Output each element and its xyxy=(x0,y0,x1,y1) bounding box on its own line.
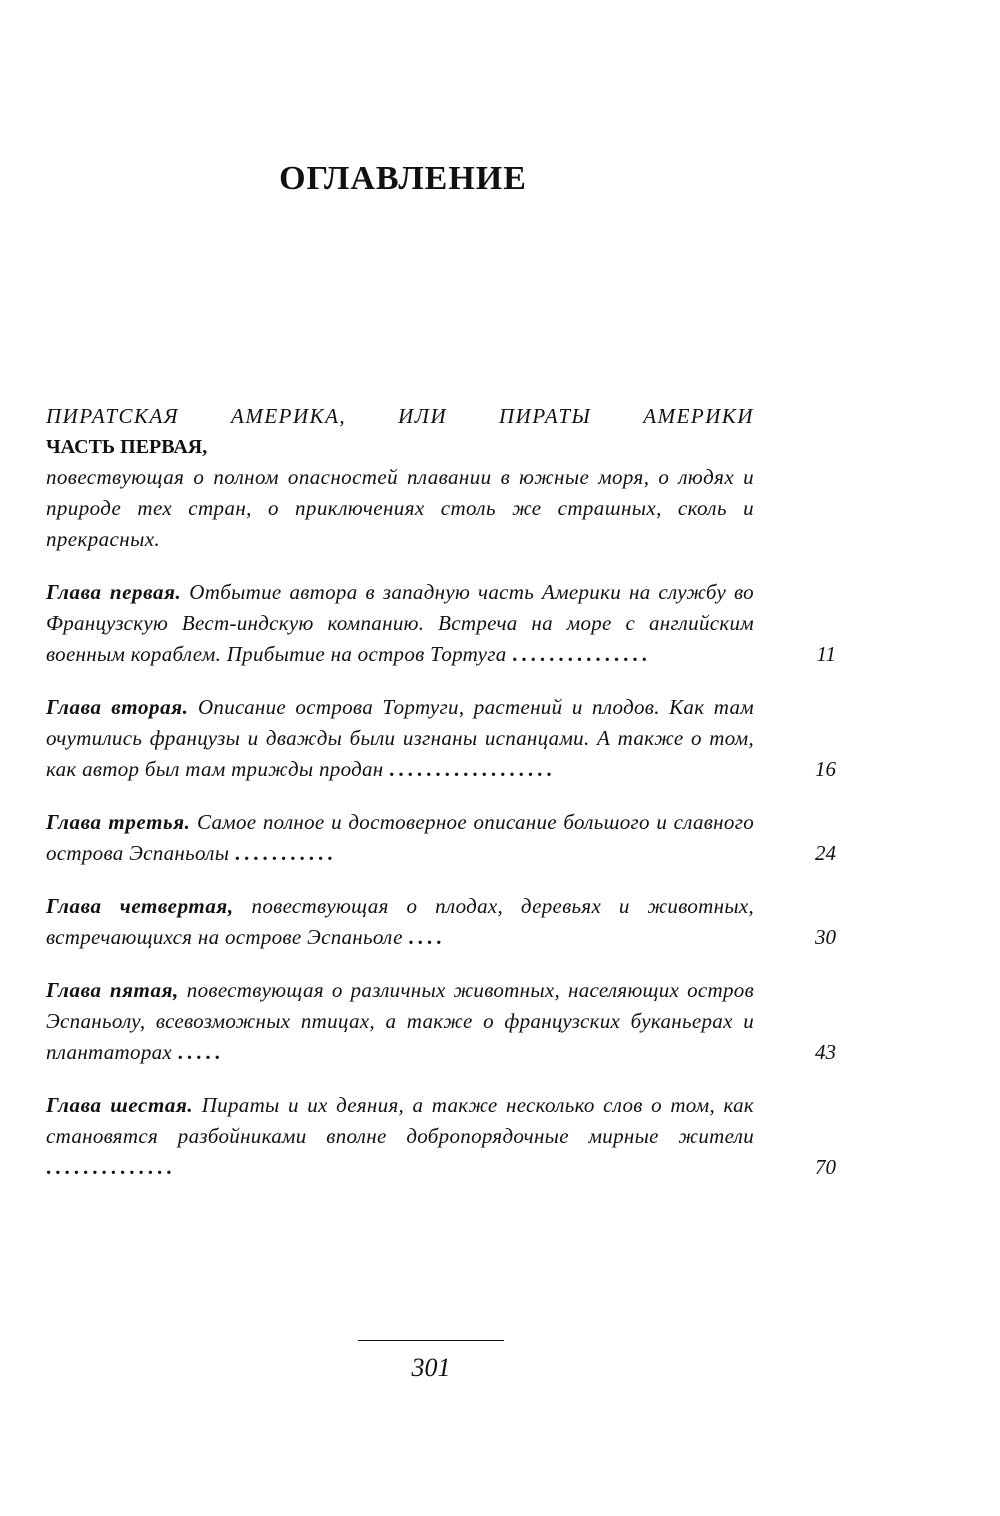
chapter-text: повествующая о различных животных, населяющих остров Эспаньолу, всевозможных птицах, а также о французских буканьерах и плантаторах xyxy=(46,978,754,1064)
chapter-name: Глава первая. xyxy=(46,580,182,604)
dot-leader: .................. xyxy=(389,757,556,781)
toc-entry-chapter-2[interactable] xyxy=(46,692,836,785)
toc-entry-chapter-3[interactable] xyxy=(46,807,836,869)
chapter-name: Глава пятая, xyxy=(46,978,179,1002)
page-number: 11 xyxy=(816,642,836,666)
chapter-text: Самое полное и достоверное описание большого и славного острова Эспаньолы xyxy=(46,810,754,865)
part-title: ЧАСТЬ ПЕРВАЯ, xyxy=(46,436,208,458)
chapter-text: Отбытие автора в западную часть Америки на службу во Французскую Вест-индскую компанию. Встреча на море с английским военным кораблем. Прибытие на остров Тортуга xyxy=(46,580,754,666)
toc-entry-body xyxy=(46,975,754,1068)
toc-entry-chapter-5[interactable] xyxy=(46,975,836,1068)
page-number: 30 xyxy=(815,925,836,949)
book-title: ПИРАТСКАЯ АМЕРИКА, ИЛИ ПИРАТЫ АМЕРИКИ xyxy=(46,404,754,428)
page-number: 16 xyxy=(815,757,836,781)
toc-entry-body xyxy=(46,692,754,785)
dot-leader: ..... xyxy=(177,1040,224,1064)
chapter-name: Глава третья. xyxy=(46,810,191,834)
folio-page-number: 301 xyxy=(411,1353,451,1382)
chapter-text: Пираты и их деяния, а также несколько слов о том, как становятся разбойниками вполне добропорядочные мирные жители xyxy=(46,1093,754,1148)
toc-entry-body xyxy=(46,891,754,953)
toc-entry-chapter-4[interactable] xyxy=(46,891,836,953)
dot-leader: .............. xyxy=(46,1155,176,1179)
toc-entry-chapter-6[interactable] xyxy=(46,1090,836,1183)
toc-entry-body xyxy=(46,807,754,869)
chapter-name: Глава шестая. xyxy=(46,1093,194,1117)
table-of-contents xyxy=(46,400,836,1205)
dot-leader: .... xyxy=(408,925,446,949)
dot-leader: ............... xyxy=(512,642,651,666)
chapter-name: Глава четвертая, xyxy=(46,894,234,918)
page-number: 70 xyxy=(815,1155,836,1179)
page-title: ОГЛАВЛЕНИЕ xyxy=(279,160,527,197)
dot-leader: ........... xyxy=(234,841,337,865)
page-number: 43 xyxy=(815,1040,836,1064)
footer-rule xyxy=(358,1340,504,1341)
part-description: повествующая о полном опасностей плавании в южные моря, о людях и природе тех стран, о приключениях столь же страшных, сколь и прекрасных. xyxy=(46,465,754,551)
chapter-text: повествующая о плодах, деревьях и животных, встречающихся на острове Эспаньоле xyxy=(46,894,755,949)
chapter-list xyxy=(46,577,836,1183)
toc-entry-body xyxy=(46,1090,754,1183)
toc-entry-body xyxy=(46,577,754,670)
page-number: 24 xyxy=(815,841,836,865)
toc-entry-chapter-1[interactable] xyxy=(46,577,836,670)
chapter-text: Описание острова Тортуги, растений и плодов. Как там очутились французы и дважды были изгнаны испанцами. А также о том, как автор был там трижды продан xyxy=(46,695,754,781)
chapter-name: Глава вторая. xyxy=(46,695,189,719)
